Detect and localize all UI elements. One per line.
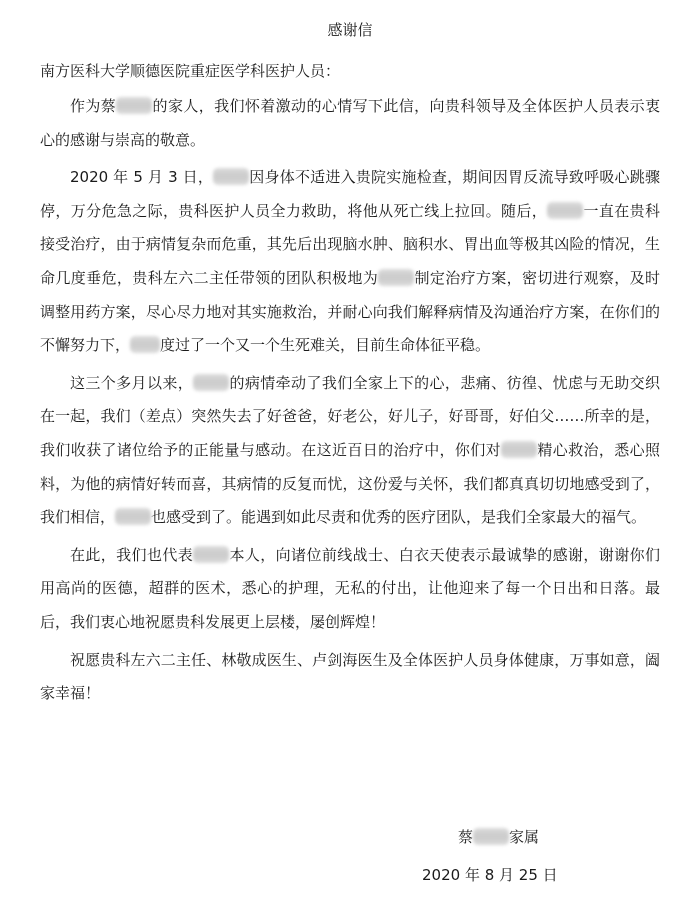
- paragraph-3-text-a: 这三个多月以来，: [70, 373, 194, 392]
- redacted-name: [116, 97, 152, 114]
- redacted-name: [378, 269, 414, 286]
- paragraph-3: [40, 367, 660, 535]
- paragraph-1-text-a: 作为蔡: [70, 97, 117, 115]
- paragraph-2-text-b: 因身体不适进入贵院实施检查，期间因胃反流导致呼吸心跳骤停，万分危急之际，贵科医护人员全力救助，将他从死亡线上拉回。随后，: [40, 168, 660, 220]
- redacted-name: [501, 441, 537, 458]
- letter-body: [40, 90, 660, 713]
- paragraph-5: 祝愿贵科左六二主任、林敬成医生、卢剑海医生及全体医护人员身体健康，万事如意，阖家幸福！: [40, 650, 660, 703]
- letter-date: 2020 年 8 月 25 日: [422, 866, 558, 884]
- paragraph-2-text-e: 度过了一个又一个生死难关，目前生命体征平稳。: [160, 336, 491, 355]
- redacted-name: [547, 202, 583, 219]
- paragraph-4: [40, 539, 660, 640]
- paragraph-3-text-b: 的病情牵动了我们全家上下的心，悲痛、彷徨、忧虑与无助交织在一起，我们（差点）突然失去了好爸爸，好老公，好儿子，好哥哥，好伯父……所幸的是，我们收获了诸位给予的正能量与感动。在这近百日的治疗中，你们对: [40, 373, 660, 459]
- redacted-name: [193, 546, 229, 563]
- signature-text-a: 蔡: [458, 828, 474, 846]
- redacted-name: [213, 168, 249, 185]
- paragraph-3-text-c: 精心救治，悉心照料，为他的病情好转而喜，其病情的反复而忧，这份爱与关怀，我们都真真切切地感受到了，我们相信，: [40, 440, 660, 527]
- paragraph-2-text-d: 制定治疗方案，密切进行观察，及时调整用药方案，尽心尽力地对其实施救治，并耐心向我们解释病情及沟通治疗方案，在你们的不懈努力下，: [40, 268, 660, 355]
- paragraph-2-text-a: 2020 年 5 月 3 日，: [70, 168, 214, 187]
- salutation: 南方医科大学顺德医院重症医学科医护人员：: [40, 62, 341, 80]
- paragraph-2: [40, 161, 660, 363]
- letter-title: 感谢信: [327, 21, 373, 39]
- paragraph-4-text-b: 本人，向诸位前线战士、白衣天使表示最诚挚的感谢，谢谢你们用高尚的医德，超群的医术，悉心的护理，无私的付出，让他迎来了每一个日出和日落。最后，我们衷心地祝愿贵科发展更上层楼，屡创辉煌！: [40, 545, 660, 631]
- paragraph-1: [40, 90, 660, 157]
- redacted-name: [130, 336, 160, 353]
- paragraph-3-text-d: 也感受到了。能遇到如此尽责和优秀的医疗团队，是我们全家最大的福气。: [151, 508, 647, 527]
- signature-text-b: 家属: [509, 828, 540, 846]
- redacted-name: [115, 508, 151, 525]
- paragraph-2-text-c: 一直在贵科接受治疗，由于病情复杂而危重，其先后出现脑水肿、脑积水、胃出血等极其凶险的情况，生命几度垂危，贵科左六二主任带领的团队积极地为: [40, 201, 660, 287]
- signature: [458, 826, 539, 848]
- paragraph-1-text-b: 的家人，我们怀着激动的心情写下此信，向贵科领导及全体医护人员表示衷心的感谢与崇高的敬意。: [40, 97, 660, 149]
- redacted-name: [193, 374, 229, 391]
- redacted-name: [473, 828, 509, 845]
- paragraph-4-text-a: 在此，我们也代表: [70, 545, 194, 564]
